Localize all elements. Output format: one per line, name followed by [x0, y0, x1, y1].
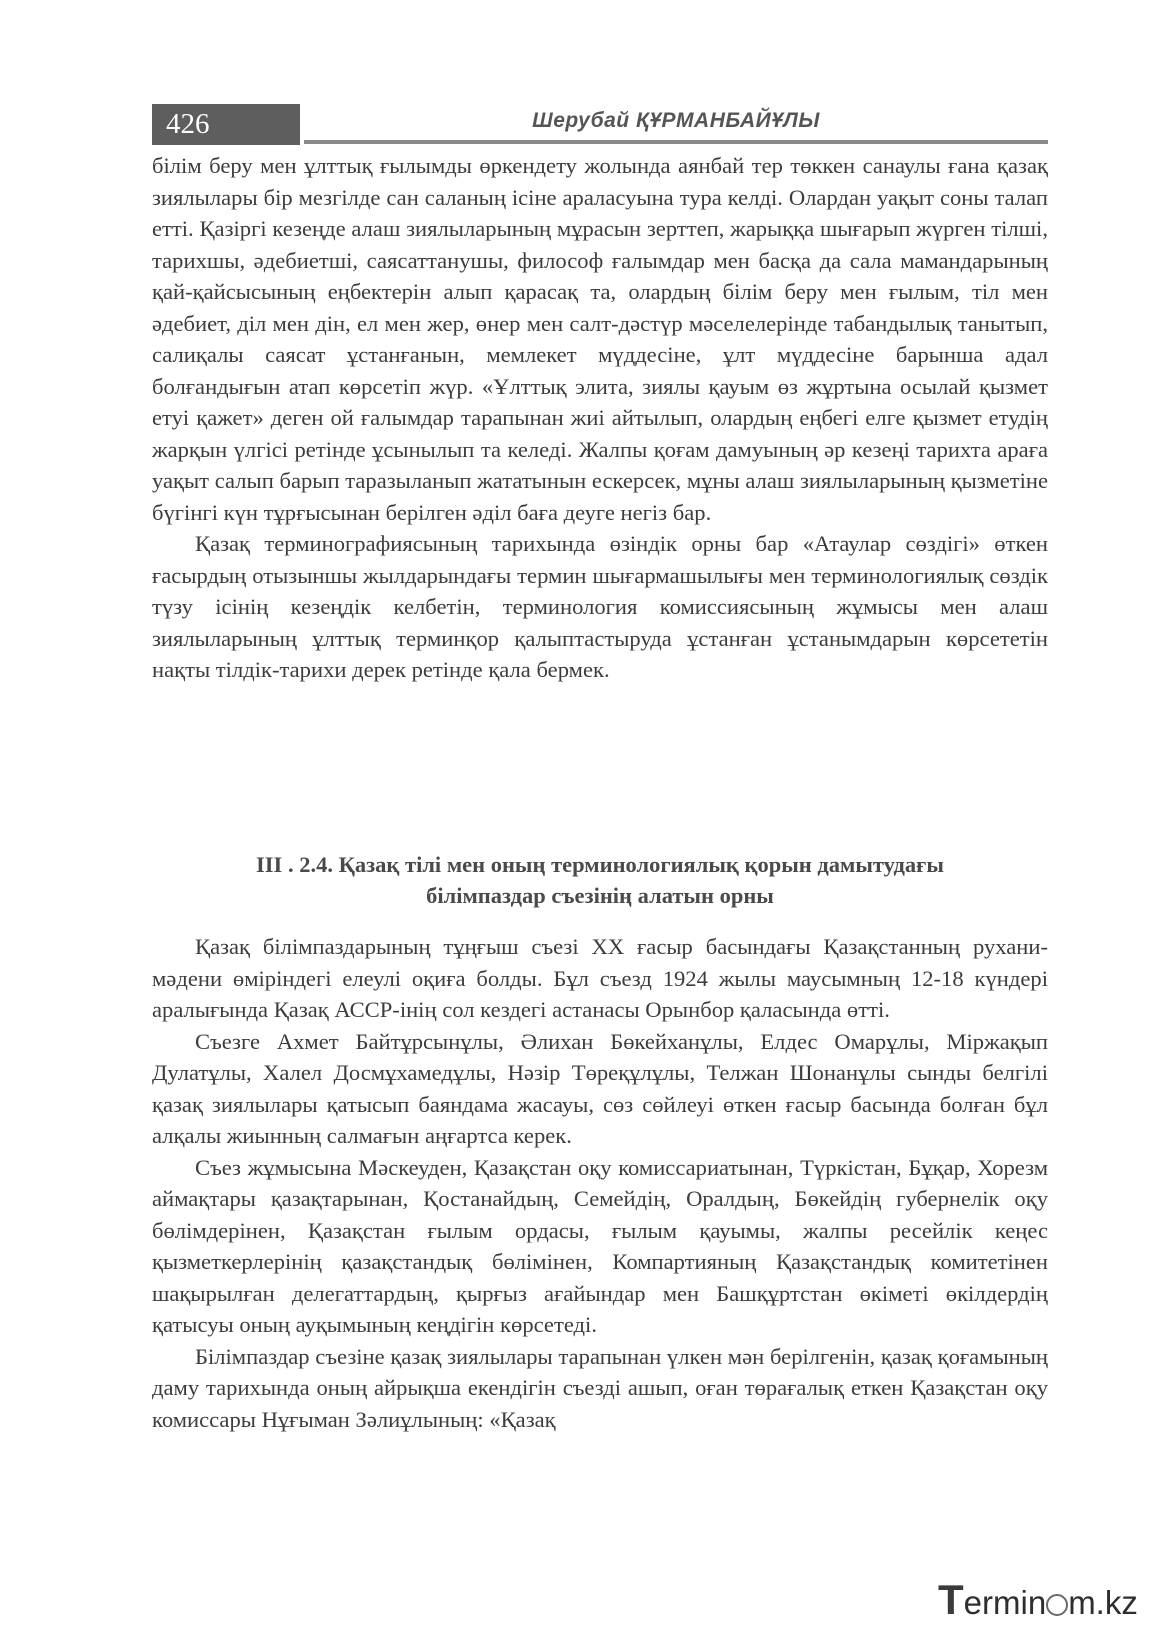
- logo-text: ermin: [963, 1584, 1047, 1621]
- section-heading-line: білімпаздар съезінің алатын орны: [426, 883, 774, 908]
- header-rule: [304, 140, 1048, 144]
- paragraph: Съез жұмысына Мәскеуден, Қазақстан оқу комиссариатынан, Түркістан, Бұқар, Хорезм аймақтары қазақтарынан, Қостанайдың, Семейдің, Оралдың, Бөкейдің губернелік оқу бөлімдерінен, Қазақстан ғылым ордасы, ғылым қауымы, жалпы ресейлік кеңес қызметкерлерінің қазақстандық бөлімінен, Компартияның Қазақстандық комитетінен шақырылған делегаттардың, қырғыз ағайындар мен Башқұртстан өкіметі өкілдердің қатысуы оның ауқымының кеңдігін көрсетеді.: [152, 1154, 1048, 1337]
- page-number: 426: [152, 104, 300, 145]
- paragraph: Қазақ терминографиясының тарихында өзіндік орны бар «Атаулар сөздігі» өткен ғасырдың отызыншы жылдарындағы термин шығармашылығы мен терминологиялық сөздік түзу ісінің кезеңдік келбетін, терминология комиссиясының жұмысы мен алаш зиялыларының ұлттық терминқор қалыптастыруда ұстанған ұстанымдарын көрсететін нақты тілдік-тарихи дерек ретінде қала бермек.: [152, 531, 1048, 682]
- paragraph: білім беру мен ұлттық ғылымды өркендету жолында аянбай тер төккен санаулы ғана қазақ зиялылары бір мезгілде сан саланың ісіне араласуына тура келді. Олардан уақыт соны талап етті. Қазіргі кезеңде алаш зиялыларының мұрасын зерттеп, жарыққа шығарып жүрген тілші, тарихшы, әдебиетші, саясаттанушы, философ ғалымдар мен басқа да сала мамандарының қай-қайсысының еңбектерін алып қарасақ та, олардың білім беру мен ғылым, тіл мен әдебиет, діл мен дін, ел мен жер, өнер мен салт-дәстүр мәселелерінде табандылық танытып, салиқалы саясат ұстанғанын, мемлекет мүддесіне, ұлт мүддесіне барынша адал болғандығын атап көрсетіп жүр. «Ұлттық элита, зиялы қауым өз жұртына осылай қызмет етуі қажет» деген ой ғалымдар тарапынан жиі айтылып, олардың еңбегі елге қызмет етудің жарқын үлгісі ретінде ұсынылып та келеді. Жалпы қоғам дамуының әр кезеңі тарихта араға уақыт салып барып таразыланып жататынын ескерсек, мұны алаш зиялыларының қызметіне бүгінгі күн тұрғысынан берілген әділ баға деуге негіз бар.: [152, 153, 1048, 525]
- running-title: Шерубай ҚҰРМАНБАЙҰЛЫ: [532, 109, 820, 132]
- circle-icon: [1046, 1594, 1068, 1616]
- text-block-1: [152, 150, 1048, 686]
- termincom-logo: [938, 1578, 1138, 1622]
- paragraph: Қазақ білімпаздарының тұңғыш съезі ХХ ғасыр басындағы Қазақстанның рухани-мәдени өміріндегі елеулі оқиға болды. Бұл съезд 1924 жылы маусымның 12-18 күндері аралығында Қазақ АССР-інің сол кездегі астанасы Орынбор қаласында өтті.: [152, 934, 1048, 1022]
- text-block-2: [152, 931, 1048, 1435]
- section-heading: [152, 849, 1048, 911]
- paragraph: Білімпаздар съезіне қазақ зиялылары тарапынан үлкен мән берілгенін, қазақ қоғамының даму тарихында оның айрықша екендігін съезді ашып, оған төрағалық еткен Қазақстан оқу комиссары Нұғыман Зәлиұлының: «Қазақ: [152, 1343, 1048, 1432]
- section-heading-line: ІІІ . 2.4. Қазақ тілі мен оның терминологиялық қорын дамытудағы: [256, 852, 944, 877]
- logo-text: m.kz: [1068, 1584, 1138, 1621]
- logo-letter: T: [938, 1576, 964, 1623]
- page-header: [152, 104, 1048, 146]
- paragraph: Съезге Ахмет Байтұрсынұлы, Әлихан Бөкейханұлы, Елдес Омарұлы, Міржақып Дулатұлы, Халел Досмұхамедұлы, Нәзір Төреқұлұлы, Телжан Шонанұлы сынды белгілі қазақ зиялылары қатысып баяндама жасауы, сөз сөйлеуі өткен ғасыр басында болған бұл алқалы жиынның салмағын аңғартса керек.: [152, 1028, 1048, 1148]
